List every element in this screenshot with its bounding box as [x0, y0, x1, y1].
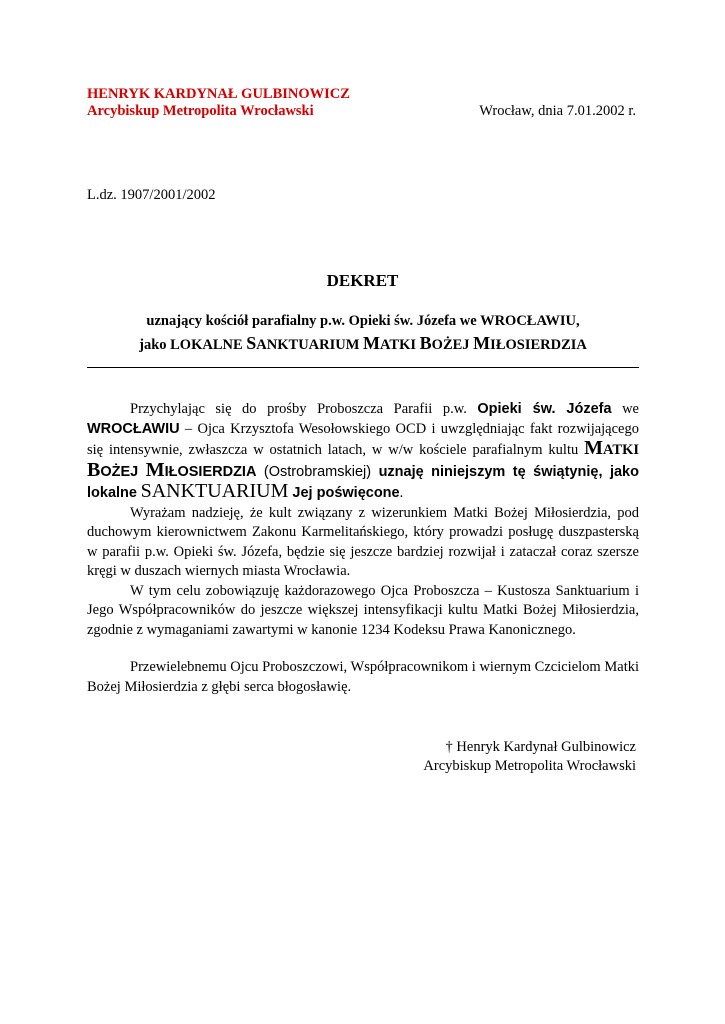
document-heading: DEKRET	[326, 271, 399, 290]
letterhead	[87, 86, 350, 120]
subtitle-initial: M	[363, 333, 381, 353]
text-run: .	[399, 485, 404, 501]
subtitle-line-1: uznający kościół parafialny p.w. Opieki św. Józefa we WROCŁAWIU,	[146, 313, 580, 329]
text-run: – Ojca Krzysztofa Wesołowskiego OCD i uwzględniając fakt rozwijającego się intensywnie, zwłaszcza w ostatnich latach, w w/w kościele parafialnym kultu	[87, 420, 639, 458]
document-subtitle	[87, 310, 639, 356]
church-name: Opieki św. Józefa	[477, 401, 612, 417]
subtitle-line-2	[87, 332, 639, 356]
initial-m: M	[584, 437, 603, 459]
signature-block	[423, 738, 636, 776]
letterhead-title: Arcybiskup Metropolita Wrocławski	[87, 103, 314, 119]
word-ozej: OŻEJ	[100, 463, 146, 480]
initial-b: B	[87, 458, 101, 481]
subtitle-initial: S	[246, 333, 257, 353]
subtitle-line-2-prefix: jako LOKALNE	[139, 337, 247, 353]
divider-line	[87, 367, 639, 368]
paragraph-4: Przewielebnemu Ojcu Proboszczowi, Współpracownikom i wiernym Czcicielom Matki Bożej Miłosierdzia z głębi serca błogosławię.	[87, 659, 639, 695]
subtitle-word: IŁOSIERDZIA	[490, 337, 587, 353]
dedication-text: Jej poświęcone	[288, 485, 400, 501]
text-run: (Ostrobramskiej)	[256, 463, 379, 480]
subtitle-word: OŻEJ	[431, 337, 474, 353]
text-run: we	[611, 401, 639, 417]
decree-statement: uznaję niniejszym tę świątynię, jako lokalne	[87, 463, 639, 501]
subtitle-word: ATKI	[380, 337, 420, 353]
reference-number: L.dz. 1907/2001/2002	[87, 187, 216, 203]
subtitle-initial: M	[473, 333, 491, 353]
paragraph-3: W tym celu zobowiązuję każdorazowego Ojca Proboszcza – Kustosza Sanktuarium i Jego Współpracowników do jeszcze większej intensyfikacji kultu Matki Bożej Miłosierdzia, zgodnie z wymaganiami zawartymi w kanonie 1234 Kodeksu Prawa Kanonicznego.	[87, 582, 639, 638]
signature-title: Arcybiskup Metropolita Wrocławski	[423, 758, 636, 774]
paragraph-2: Wyrażam nadzieję, że kult związany z wizerunkiem Matki Bożej Miłosierdzia, pod duchowym kierownictwem Zakonu Karmelitańskiego, który prowadzi posługę duszpasterską w parafii p.w. Opieki św. Józefa, będzie się jeszcze bardziej rozwijał i zataczał coraz szersze kręgi w duszach wiernych miasta Wrocławia.	[87, 504, 639, 579]
text-run: Przychylając się do prośby Proboszcza Parafii p.w.	[130, 401, 478, 417]
word-atki: ATKI	[603, 442, 639, 458]
sanctuary-word: SANKTUARIUM	[140, 480, 289, 502]
paragraph-1	[87, 400, 639, 504]
decree-body	[87, 400, 639, 697]
subtitle-initial: B	[419, 333, 432, 353]
letterhead-name: HENRYK KARDYNAŁ GULBINOWICZ	[87, 86, 350, 102]
subtitle-word: ANKTUARIUM	[256, 337, 364, 353]
word-ilosierdzia: IŁOSIERDZIA	[164, 463, 257, 480]
document-date: Wrocław, dnia 7.01.2002 r.	[479, 103, 636, 119]
initial-m: M	[145, 458, 165, 481]
signature-name: † Henryk Kardynał Gulbinowicz	[445, 739, 636, 755]
city-name: WROCŁAWIU	[87, 420, 180, 437]
